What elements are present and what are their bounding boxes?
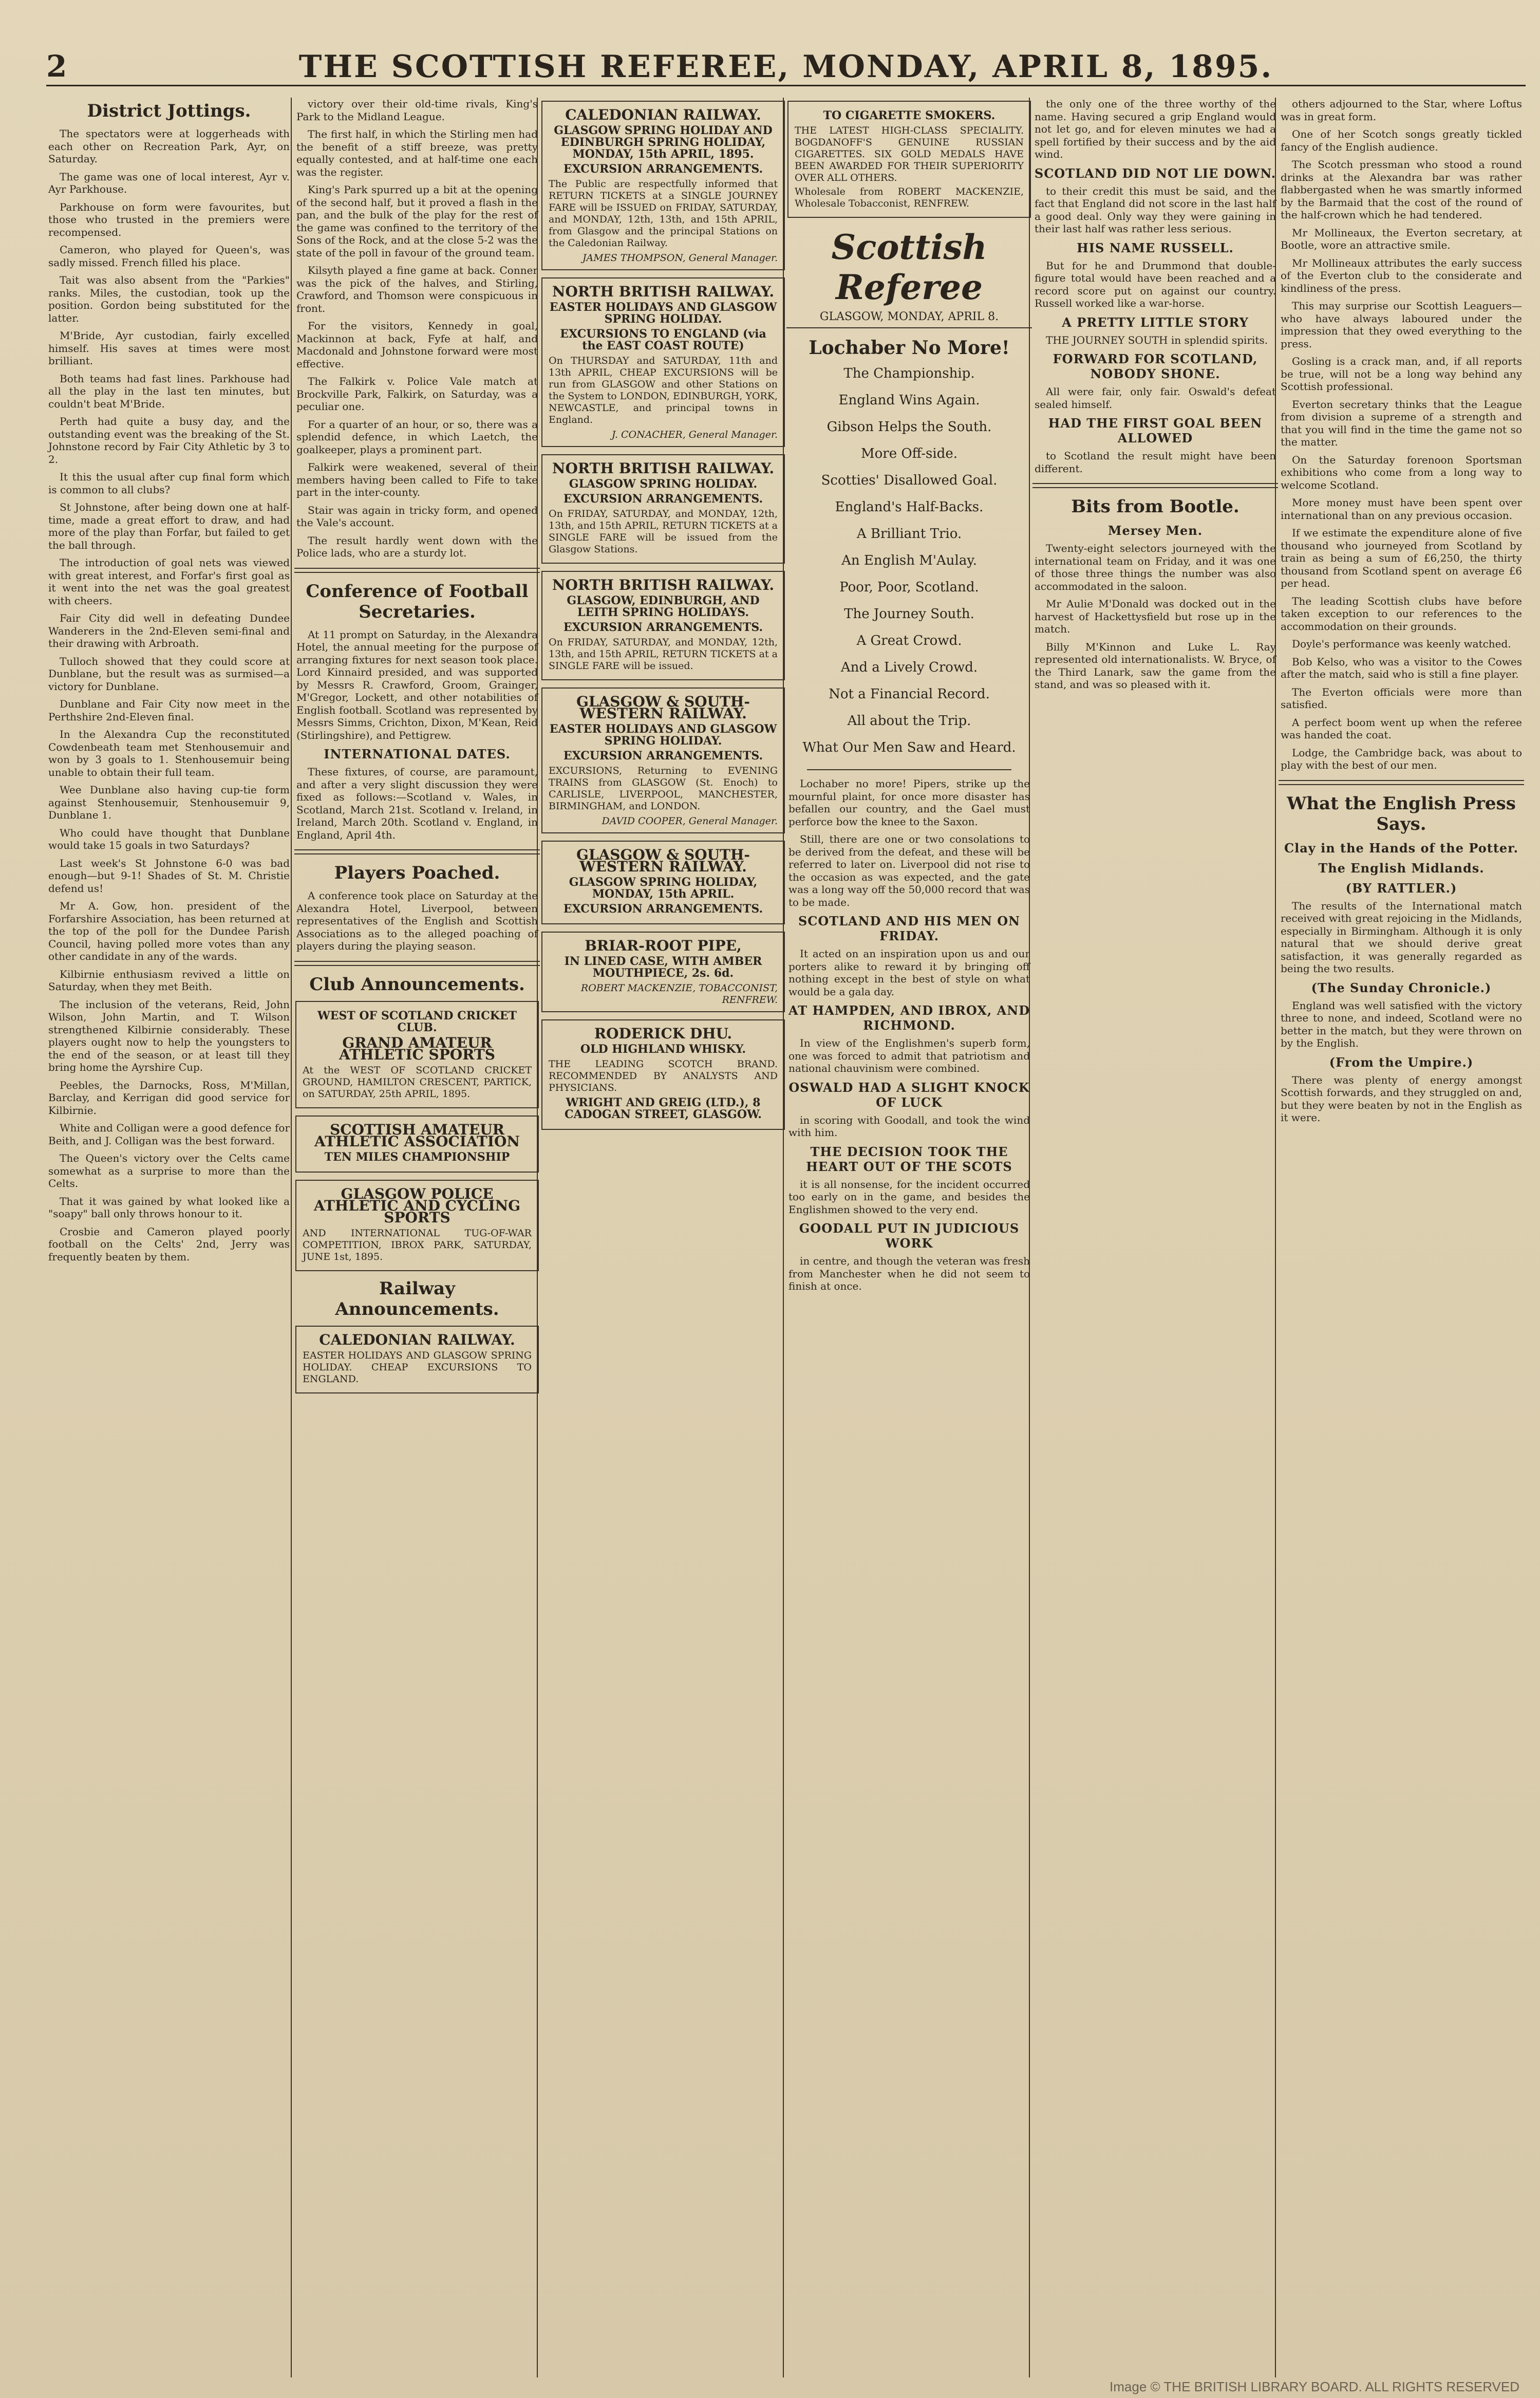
- headline-list: [786, 336, 1032, 761]
- ad-subtitle: EASTER HOLIDAYS AND GLASGOW SPRING HOLIDAY.: [549, 722, 777, 748]
- paragraph: The spectators were at loggerheads with each other on Recreation Park, Ayr, on Saturday.: [48, 127, 290, 165]
- ad-headline: NORTH BRITISH RAILWAY.: [552, 460, 775, 477]
- ad-section: EXCURSION ARRANGEMENTS.: [563, 621, 763, 634]
- advertisement: [295, 1001, 539, 1108]
- ad-headline: GLASGOW POLICE ATHLETIC AND CYCLING SPORTS: [313, 1185, 521, 1226]
- column-editorial: [786, 98, 1032, 2377]
- ad-subtitle: IN LINED CASE, WITH AMBER MOUTHPIECE, 2s. 6d.: [564, 955, 762, 980]
- column-two: [294, 98, 540, 2377]
- paragraph: It this the usual after cup final form which is common to all clubs?: [48, 471, 290, 496]
- paragraph: More money must have been spent over international than on any previous occasion.: [1281, 496, 1522, 522]
- headline-item: Poor, Poor, Scotland.: [839, 580, 979, 595]
- ad-text: Wholesale from ROBERT MACKENZIE, Wholesale Tobacconist, RENFREW.: [795, 186, 1024, 209]
- page-header: [46, 49, 1526, 86]
- subheading: (BY RATTLER.): [1345, 880, 1457, 896]
- column-railway-adverts: [540, 98, 786, 2377]
- paragraph: Billy M'Kinnon and Luke L. Ray represented old internationalists. W. Bryce, of the Third Lanark, saw the game from the stand, and was so pleased with it.: [1035, 640, 1276, 691]
- paragraph: Doyle's performance was keenly watched.: [1292, 638, 1511, 650]
- copyright-footer: Image © THE BRITISH LIBRARY BOARD. ALL RIGHTS RESERVED: [1110, 2379, 1519, 2394]
- advertisement: [541, 454, 785, 564]
- paragraph: On the Saturday forenoon Sportsman exhibitions who come from a long way to welcome Scotland.: [1281, 453, 1522, 491]
- ad-text: On THURSDAY and SATURDAY, 11th and 13th APRIL, CHEAP EXCURSIONS will be run from GLASGOW and other Stations on the System to LONDON, EDINBURGH, YORK, NEWCASTLE, and principal towns in England.: [549, 355, 778, 425]
- ad-subtitle: GLASGOW SPRING HOLIDAY.: [569, 477, 758, 491]
- subheading: AT HAMPDEN, AND IBROX, AND RICHMOND.: [788, 1003, 1030, 1033]
- paragraph: That it was gained by what looked like a "soapy" ball only throws honour to it.: [48, 1195, 290, 1220]
- paragraph: The introduction of goal nets was viewed with great interest, and Forfar's first goal as it went into the net was the goal greatest with cheers.: [48, 556, 290, 607]
- ad-headline: CALEDONIAN RAILWAY.: [565, 106, 761, 123]
- headline-item: The Journey South.: [844, 606, 974, 622]
- ad-headline: GLASGOW & SOUTH-WESTERN RAILWAY.: [576, 846, 750, 875]
- ad-section: EXCURSION ARRANGEMENTS.: [563, 492, 763, 506]
- subheading: OSWALD HAD A SLIGHT KNOCK OF LUCK: [788, 1080, 1030, 1110]
- paragraph: Falkirk were weakened, several of their members having been called to Fife to take part in the inter-county.: [296, 461, 538, 498]
- column-district-jottings: [46, 98, 292, 2377]
- subheading: SCOTLAND AND HIS MEN ON FRIDAY.: [798, 914, 1021, 943]
- headline-item: A Great Crowd.: [856, 633, 962, 648]
- section-heading: What the English Press Says.: [1287, 793, 1516, 834]
- paragraph: But for he and Drummond that double-figure total would have been reached and a record score put on against our country. Russell worked like a war-horse.: [1035, 259, 1276, 309]
- ad-headline: TO CIGARETTE SMOKERS.: [823, 109, 996, 122]
- advertisement: [541, 101, 785, 270]
- advertisement: [295, 1326, 539, 1393]
- ad-section: EXCURSION ARRANGEMENTS.: [563, 902, 763, 916]
- paragraph: White and Colligan were a good defence for Beith, and J. Colligan was the best forward.: [48, 1122, 290, 1147]
- ad-text: On FRIDAY, SATURDAY, and MONDAY, 12th, 13th, and 15th APRIL, RETURN TICKETS at a SINGLE FARE will be issued from the Glasgow Stations.: [549, 508, 778, 555]
- paragraph: in scoring with Goodall, and took the wind with him.: [788, 1113, 1030, 1139]
- subheading: A PRETTY LITTLE STORY: [1062, 314, 1249, 330]
- advertisement: [541, 571, 785, 680]
- ad-text: THE LEADING SCOTCH BRAND. RECOMMENDED BY ANALYSTS AND PHYSICIANS.: [549, 1058, 778, 1093]
- subheading: THE DECISION TOOK THE HEART OUT OF THE SCOTS: [806, 1144, 1012, 1174]
- paragraph: others adjourned to the Star, where Loftus was in great form.: [1281, 98, 1522, 123]
- paragraph: In view of the Englishmen's superb form, one was forced to admit that patriotism and national chauvinism were combined.: [788, 1037, 1030, 1074]
- headline-item: Not a Financial Record.: [829, 686, 990, 702]
- paragraph: THE JOURNEY SOUTH in splendid spirits.: [1046, 333, 1268, 346]
- advertisement: [295, 1116, 539, 1173]
- section-heading: Players Poached.: [334, 863, 500, 883]
- ad-text: At the WEST OF SCOTLAND CRICKET GROUND, HAMILTON CRESCENT, PARTICK, on SATURDAY, 25th APRIL, 1895.: [303, 1064, 532, 1100]
- divider: [807, 769, 1011, 770]
- ad-signature: ROBERT MACKENZIE, TOBACCONIST, RENFREW.: [580, 982, 778, 1006]
- headline-item: An English M'Aulay.: [841, 553, 977, 568]
- paragraph: The leading Scottish clubs have before taken exception to our references to the accommodation on their grounds.: [1281, 594, 1522, 633]
- paragraph: Mr Mollineaux attributes the early success of the Everton club to the considerate and kindliness of the press.: [1281, 256, 1522, 294]
- ad-text: AND INTERNATIONAL TUG-OF-WAR COMPETITION, IBROX PARK, SATURDAY, JUNE 1st, 1895.: [303, 1227, 532, 1262]
- paragraph: Peebles, the Darnocks, Ross, M'Millan, Barclay, and Kerrigan did good service for Kilbirnie.: [48, 1079, 290, 1117]
- advertisement: [541, 277, 785, 447]
- headline-item: And a Lively Crowd.: [840, 660, 978, 675]
- ad-section: EXCURSIONS TO ENGLAND (via the EAST COAST ROUTE): [560, 327, 766, 352]
- ad-subtitle: GLASGOW SPRING HOLIDAY, MONDAY, 15th APRIL.: [569, 876, 758, 901]
- ad-subtitle: EASTER HOLIDAYS AND GLASGOW SPRING HOLIDAY.: [549, 301, 777, 326]
- paragraph: Who could have thought that Dunblane would take 15 goals in two Saturdays?: [48, 826, 290, 851]
- ad-text: EXCURSIONS, Returning to EVENING TRAINS from GLASGOW (St. Enoch) to CARLISLE, LIVERPOOL, MANCHESTER, BIRMINGHAM, and LONDON.: [549, 765, 778, 812]
- page-number: 2: [46, 49, 67, 84]
- section-divider: [294, 849, 540, 854]
- paragraph: Crosbie and Cameron played poorly football on the Celts' 2nd, Jerry was frequently beaten by them.: [48, 1225, 290, 1263]
- section-heading: Conference of Football Secretaries.: [306, 581, 529, 622]
- ad-headline: NORTH BRITISH RAILWAY.: [552, 577, 775, 593]
- advertisement: [541, 932, 785, 1012]
- ad-subtitle: GLASGOW, EDINBURGH, AND LEITH SPRING HOLIDAYS.: [567, 594, 760, 619]
- paragraph: Both teams had fast lines. Parkhouse had all the play in the last ten minutes, but couldn't beat M'Bride.: [48, 372, 290, 410]
- advertisement: [541, 841, 785, 924]
- advertisement: [787, 101, 1031, 218]
- section-heading: Bits from Bootle.: [1071, 496, 1239, 517]
- ad-text: On FRIDAY, SATURDAY, and MONDAY, 12th, 13th, and 15th APRIL, RETURN TICKETS at a SINGLE FARE will be issued.: [549, 637, 778, 672]
- ad-signature: JAMES THOMPSON, General Manager.: [582, 252, 778, 264]
- paragraph: One of her Scotch songs greatly tickled fancy of the English audience.: [1281, 128, 1522, 153]
- paragraph: to Scotland the result might have been different.: [1035, 450, 1276, 475]
- advertisement: [541, 687, 785, 833]
- advertisement: [541, 1019, 785, 1130]
- paragraph: In the Alexandra Cup the reconstituted Cowdenbeath team met Stenhousemuir and won by 3 goals to 1. Stenhousemuir being unable to obtain their full team.: [48, 728, 290, 778]
- paragraph: The Queen's victory over the Celts came somewhat as a surprise to more than the Celts.: [48, 1152, 290, 1189]
- ad-headline: BRIAR-ROOT PIPE,: [585, 937, 742, 954]
- subheading: GOODALL PUT IN JUDICIOUS WORK: [799, 1221, 1020, 1251]
- page-title: THE SCOTTISH REFEREE, MONDAY, APRIL 8, 1895.: [298, 49, 1273, 85]
- advertisement: [295, 1180, 539, 1271]
- paragraph: Lochaber no more! Pipers, strike up the mournful plaint, for once more disaster has befallen our country, and the Gael must perforce bow the knee to the Saxon.: [788, 777, 1030, 828]
- subheading: SCOTLAND DID NOT LIE DOWN.: [1034, 165, 1276, 181]
- edition-date: GLASGOW, MONDAY, APRIL 8.: [786, 310, 1032, 328]
- subheading: Clay in the Hands of the Potter.: [1284, 840, 1518, 856]
- headline-item: All about the Trip.: [847, 713, 971, 729]
- paragraph: it is all nonsense, for the incident occurred too early on in the game, and besides the Englishmen showed to the very end.: [788, 1178, 1030, 1216]
- ad-signature: DAVID COOPER, General Manager.: [602, 815, 778, 827]
- paragraph: The Everton officials were more than satisfied.: [1281, 685, 1522, 711]
- headline-item: Lochaber No More!: [809, 337, 1010, 359]
- subheading: (From the Umpire.): [1329, 1054, 1474, 1070]
- ad-headline: GRAND AMATEUR ATHLETIC SPORTS: [339, 1034, 495, 1063]
- paragraph: At 11 prompt on Saturday, in the Alexandra Hotel, the annual meeting for the purpose of arranging fixtures for next season took place. Lord Kinnaird presided, and was supported by Messrs R. Crawford, Groom, Grainger, M'Gregor, Lockett, and other notabilities of English football. Scotland was represented by Messrs Simms, Crichton, Dixon, M'Kean, Reid (Stirlingshire), and Pettigrew.: [296, 628, 538, 741]
- subheading: INTERNATIONAL DATES.: [324, 747, 511, 761]
- headline-item: The Championship.: [843, 366, 975, 381]
- paragraph: Fair City did well in defeating Dundee Wanderers in the 2nd-Eleven semi-final and their drawing with Arbroath.: [48, 612, 290, 649]
- ad-headline: GLASGOW & SOUTH-WESTERN RAILWAY.: [576, 693, 750, 722]
- headline-item: More Off-side.: [861, 446, 957, 461]
- paragraph: The inclusion of the veterans, Reid, John Wilson, John Martin, and T. Wilson strengthened Kilbirnie considerably. These players ought now to help the youngsters to the end of the season, or at least till they bring home the Ayrshire Cup.: [48, 998, 290, 1073]
- paragraph: Perth had quite a busy day, and the outstanding event was the breaking of the St. Johnstone record by Fair City Athletic by 3 to 2.: [48, 415, 290, 466]
- ad-text: THE LATEST HIGH-CLASS SPECIALITY. BOGDANOFF'S GENUINE RUSSIAN CIGARETTES. SIX GOLD MEDALS HAVE BEEN AWARDED FOR THEIR SUPERIORITY OVER ALL OTHERS.: [795, 125, 1024, 183]
- paragraph: M'Bride, Ayr custodian, fairly excelled himself. His saves at times were most brilliant.: [48, 329, 290, 367]
- paragraph: The results of the International match received with great rejoicing in the Midlands, especially in Birmingham. Although it is only natural that we should derive great satisfaction, it was generally regarded as being the two results.: [1281, 899, 1522, 975]
- headline-item: What Our Men Saw and Heard.: [802, 740, 1016, 755]
- section-divider: [294, 568, 540, 573]
- paragraph: For the visitors, Kennedy in goal, Mackinnon at back, Fyfe at half, and Macdonald and Johnstone forward were most effective.: [296, 320, 538, 370]
- headline-item: Gibson Helps the South.: [827, 419, 992, 435]
- ad-subtitle: TEN MILES CHAMPIONSHIP: [324, 1150, 510, 1164]
- section-heading: Railway Announcements.: [335, 1278, 499, 1319]
- paragraph: A conference took place on Saturday at the Alexandra Hotel, Liverpool, between representatives of the English and Scottish Associations as to the alleged poaching of players during the playing season.: [296, 889, 538, 952]
- newspaper-masthead: Scottish Referee: [831, 227, 987, 307]
- section-divider: [1279, 780, 1524, 785]
- paragraph: The result hardly went down with the Police lads, who are a sturdy lot.: [296, 534, 538, 559]
- paragraph: These fixtures, of course, are paramount, and after a very slight discussion they were fixed as follows:—Scotland v. Wales, in Scotland, March 21st. Scotland v. Ireland, in Ireland, March 20th. Scotland v. England, in England, April 4th.: [296, 766, 538, 841]
- paragraph: Cameron, who played for Queen's, was sadly missed. French filled his place.: [48, 244, 290, 269]
- paragraph: Stair was again in tricky form, and opened the Vale's account.: [296, 504, 538, 529]
- ad-headline: NORTH BRITISH RAILWAY.: [552, 283, 775, 300]
- subheading: (The Sunday Chronicle.): [1311, 980, 1492, 995]
- paragraph: Parkhouse on form were favourites, but those who trusted in the premiers were recompensed.: [48, 200, 290, 238]
- ad-section: EXCURSION ARRANGEMENTS.: [563, 749, 763, 763]
- paragraph: Still, there are one or two consolations to be derived from the defeat, and these will be referred to later on. Liverpool did not rise to the occasion as was expected, and the gate was a long way off the 50,000 record that was to be made.: [788, 833, 1030, 908]
- paragraph: Everton secretary thinks that the League from division a supreme of a strength and that you will find in the time the game not so the matter.: [1281, 398, 1522, 448]
- paragraph: Lodge, the Cambridge back, was about to play with the best of our men.: [1281, 746, 1522, 771]
- column-six: [1279, 98, 1524, 2377]
- subheading: FORWARD FOR SCOTLAND, NOBODY SHONE.: [1053, 351, 1258, 381]
- ad-subtitle: OLD HIGHLAND WHISKY.: [580, 1043, 746, 1056]
- paragraph: Wee Dunblane also having cup-tie form against Stenhousemuir, Stenhousemuir 9, Dunblane 1.: [48, 784, 290, 821]
- ad-headline: CALEDONIAN RAILWAY.: [319, 1331, 515, 1348]
- headline-item: A Brilliant Trio.: [856, 526, 962, 542]
- column-five: [1032, 98, 1278, 2377]
- paragraph: the only one of the three worthy of the name. Having secured a grip England would not let go, and for eleven minutes we had a spell fortified by their success and by the aid wind.: [1035, 98, 1276, 160]
- subheading: The English Midlands.: [1318, 860, 1485, 876]
- headline-item: Scotties' Disallowed Goal.: [821, 473, 998, 488]
- ad-section: EXCURSION ARRANGEMENTS.: [563, 162, 763, 176]
- ad-title: WEST OF SCOTLAND CRICKET CLUB.: [317, 1009, 517, 1034]
- paragraph: victory over their old-time rivals, King's Park to the Midland League.: [296, 98, 538, 123]
- paragraph: It acted on an inspiration upon us and our porters alike to reward it by bringing off nothing except in the best of style on what would be a gala day.: [788, 947, 1030, 998]
- section-heading: District Jottings.: [87, 101, 251, 121]
- subheading: Mersey Men.: [1107, 523, 1203, 538]
- paragraph: Kilsyth played a fine game at back. Conner was the pick of the halves, and Stirling, Crawford, and Thomson were conspicuous in front.: [296, 264, 538, 314]
- paragraph: A perfect boom went up when the referee was handed the coat.: [1281, 716, 1522, 741]
- paragraph: Mr Mollineaux, the Everton secretary, at Bootle, wore an attractive smile.: [1281, 226, 1522, 251]
- paragraph: Mr A. Gow, hon. president of the Forfarshire Association, has been returned at the top of the poll for the Dundee Parish Council, having polled more votes than any other candidate in any of the wards.: [48, 900, 290, 962]
- section-divider: [1032, 483, 1278, 488]
- paragraph: Last week's St Johnstone 6-0 was bad enough—but 9-1! Shades of St. M. Christie defend us!: [48, 857, 290, 895]
- paragraph: Tulloch showed that they could score at Dunblane, but the result was as surmised—a victory for Dunblane.: [48, 655, 290, 693]
- ad-text: EASTER HOLIDAYS AND GLASGOW SPRING HOLIDAY. CHEAP EXCURSIONS TO ENGLAND.: [303, 1349, 532, 1385]
- paragraph: Gosling is a crack man, and, if all reports be true, will not be a long way behind any Scottish professional.: [1281, 355, 1522, 393]
- paragraph: England was well satisfied with the victory three to none, and indeed, Scotland were no better in the match, but they were thrown on by the English.: [1281, 999, 1522, 1049]
- paragraph: The Falkirk v. Police Vale match at Brockville Park, Falkirk, on Saturday, was a peculiar one.: [296, 375, 538, 413]
- paragraph: Tait was also absent from the "Parkies" ranks. Miles, the custodian, took up the position. Gordon being substituted for the latter.: [48, 274, 290, 324]
- paragraph: Kilbirnie enthusiasm revived a little on Saturday, when they met Beith.: [48, 968, 290, 993]
- paragraph: There was plenty of energy amongst Scottish forwards, and they struggled on and, but they were beaten by not in the English as it were.: [1281, 1073, 1522, 1124]
- headline-item: England's Half-Backs.: [835, 499, 984, 515]
- subheading: HAD THE FIRST GOAL BEEN ALLOWED: [1048, 416, 1263, 445]
- ad-signature: J. CONACHER, General Manager.: [611, 429, 778, 440]
- paragraph: in centre, and though the veteran was fresh from Manchester when he did not seem to finish at once.: [788, 1255, 1030, 1292]
- paragraph: King's Park spurred up a bit at the opening of the second half, but it proved a flash in the pan, and the bulk of the play for the rest of the game was confined to the territory of the Sons of the Rock, and at the close 5-2 was the state of the poll in favour of the ground team.: [296, 183, 538, 259]
- headline-item: England Wins Again.: [838, 393, 980, 408]
- paragraph: St Johnstone, after being down one at half-time, made a great effort to draw, and had more of the play than Forfar, but failed to get the ball through.: [48, 501, 290, 551]
- section-divider: [294, 961, 540, 966]
- paragraph: All were fair, only fair. Oswald's defeat sealed himself.: [1035, 385, 1276, 411]
- paragraph: If we estimate the expenditure alone of five thousand who journeyed from Scotland by train as being a sum of £6,250, the thirty thousand from Scotland spent on average £6 per head.: [1281, 527, 1522, 589]
- paragraph: Dunblane and Fair City now meet in the Perthshire 2nd-Eleven final.: [48, 698, 290, 723]
- ad-signature: WRIGHT AND GREIG (LTD.), 8 CADOGAN STREET, GLASGOW.: [565, 1096, 762, 1121]
- paragraph: to their credit this must be said, and the fact that England did not score in the last half a good deal. Only way they were gaining in their last half was rather less serious.: [1035, 184, 1276, 235]
- paragraph: The game was one of local interest, Ayr v. Ayr Parkhouse.: [48, 170, 290, 195]
- ad-headline: SCOTTISH AMATEUR ATHLETIC ASSOCIATION: [314, 1121, 520, 1150]
- subheading: HIS NAME RUSSELL.: [1077, 240, 1234, 255]
- ad-subtitle: GLASGOW SPRING HOLIDAY AND EDINBURGH SPRING HOLIDAY, MONDAY, 15th APRIL, 1895.: [554, 124, 773, 161]
- paragraph: The Scotch pressman who stood a round drinks at the Alexandra bar was rather flabbergasted when he was smartly informed by the Barmaid that the cost of the round of the half-crown which he had tendered.: [1281, 158, 1522, 221]
- ad-text: The Public are respectfully informed that RETURN TICKETS at a SINGLE JOURNEY FARE will be ISSUED on FRIDAY, SATURDAY, and MONDAY, 12th, 13th, and 15th APRIL, from Glasgow and the principal Stations on the Caledonian Railway.: [549, 178, 778, 249]
- section-heading: Club Announcements.: [309, 974, 525, 995]
- paragraph: Bob Kelso, who was a visitor to the Cowes after the match, said who is still a fine player.: [1281, 655, 1522, 680]
- paragraph: Twenty-eight selectors journeyed with the international team on Friday, and it was one of those three things the number was also accommodated in the saloon.: [1035, 542, 1276, 592]
- paragraph: The first half, in which the Stirling men had the benefit of a stiff breeze, was pretty equally contested, and at half-time one each was the register.: [296, 128, 538, 178]
- paragraph: This may surprise our Scottish Leaguers—who have always laboured under the impression that they owed everything to the press.: [1281, 300, 1522, 350]
- paragraph: Mr Aulie M'Donald was docked out in the harvest of Hackettysfield but rose up in the match.: [1035, 598, 1276, 635]
- ad-headline: RODERICK DHU.: [594, 1025, 733, 1042]
- paragraph: For a quarter of an hour, or so, there was a splendid defence, in which Laetch, the goalkeeper, plays a prominent part.: [296, 418, 538, 456]
